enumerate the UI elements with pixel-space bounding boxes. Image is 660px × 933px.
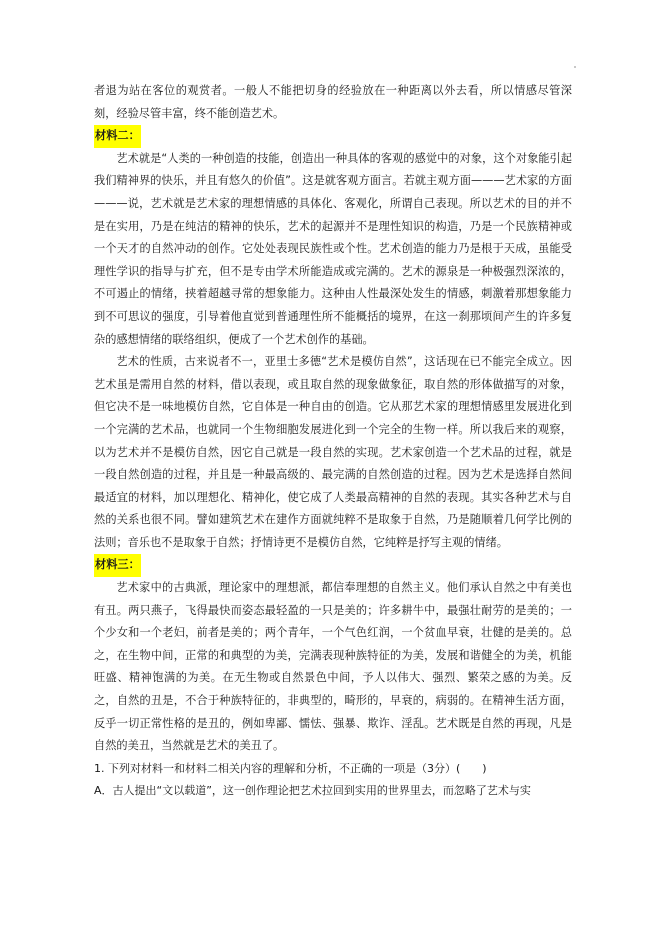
corner-mark (574, 66, 576, 68)
material2-label: 材料二： (94, 125, 141, 148)
material3-paragraph-1: 艺术家中的古典派，理论家中的理想派，都信奉理想的自然主义。他们承认自然之中有美也有丑。两只燕子，飞得最快而姿态最轻盈的一只是美的；许多耕牛中，最强壮耐劳的是美的；一个少女和一个老妇，前者是美的；两个青年，一个气色红润，一个贫血早衰，壮健的是美的。总之，在生物中间，正常的和典型的为美，完满表现种族特征的为美，发展和谐健全的为美，机能旺盛、精神饱满的为美。在无生物或自然景色中间，予人以伟大、强烈、繁荣之感的为美。反之，自然的丑是，不合于种族特征的，非典型的，畸形的，早衰的，病弱的。在精神生活方面，反乎一切正常性格的是丑的，例如卑鄙、懦怯、强暴、欺诈、淫乱。艺术既是自然的再现，凡是自然的美丑，当然就是艺术的美丑了。 (94, 581, 572, 753)
material2-heading (94, 125, 572, 148)
material2-paragraph-1: 艺术就是“人类的一种创造的技能，创造出一种具体的客观的感觉中的对象，这个对象能引起我们精神界的快乐，并且有悠久的价值”。这是就客观方面言。若就主观方面———艺术家的方面———说，艺术就是艺术家的理想情感的具体化、客观化，所谓自己表现。所以艺术的目的并不是在实用，乃是在纯洁的精神的快乐，艺术的起源并不是理性知识的构造，乃是一个民族精神或一个天才的自然冲动的创作。它处处表现民族性或个性。艺术创造的能力乃是根于天成，虽能受理性学识的指导与扩充，但不是专由学术所能造成或完满的。艺术的源泉是一种极强烈深浓的，不可遏止的情绪，挟着超越寻常的想象能力。这种由人性最深处发生的情感，刺激着那想象能力到不可思议的强度，引导着他直觉到普通理性所不能概括的境界，在这一刹那顷间产生的许多复杂的感想情绪的联络组织，便成了一个艺术创作的基础。 (94, 151, 572, 346)
question-stem: 1. 下列对材料一和材料二相关内容的理解和分析，不正确的一项是（3分）( ) (94, 761, 487, 775)
material3-label: 材料三： (94, 554, 141, 577)
opening-paragraph: 者退为站在客位的观赏者。一般人不能把切身的经验放在一种距离以外去看，所以情感尽管深刻，经验尽管丰富，终不能创造艺术。 (94, 84, 572, 120)
question-option-a: A．古人提出“文以载道”，这一创作理论把艺术拉回到实用的世界里去，而忽略了艺术与实 (94, 784, 531, 798)
material3-heading (94, 554, 572, 577)
document-page (94, 80, 572, 803)
material2-paragraph-2: 艺术的性质，古来说者不一，亚里士多德“艺术是模仿自然”，这话现在已不能完全成立。因艺术虽是需用自然的材料，借以表现，或且取自然的现象做象征，取自然的形体做描写的对象，但它决不是一味地模仿自然，它自体是一种自由的创造。它从那艺术家的理想情感里发展进化到一个完满的艺术品，也就同一个生物细胞发展进化到一个完全的生物一样。所以我后来的观察，以为艺术并不是模仿自然，因它自己就是一段自然的实现。艺术家创造一个艺术品的过程，就是一段自然创造的过程，并且是一种最高级的、最完满的自然创造的过程。因为艺术是选择自然间最适宜的材料，加以理想化、精神化，使它成了人类最高精神的自然的表现。其实各种艺术与自然的关系也很不同。譬如建筑艺术在建作方面就纯粹不是取象于自然，乃是随顺着几何学比例的法则；音乐也不是取象于自然；抒情诗更不是模仿自然，它纯粹是抒写主观的情绪。 (94, 355, 572, 549)
